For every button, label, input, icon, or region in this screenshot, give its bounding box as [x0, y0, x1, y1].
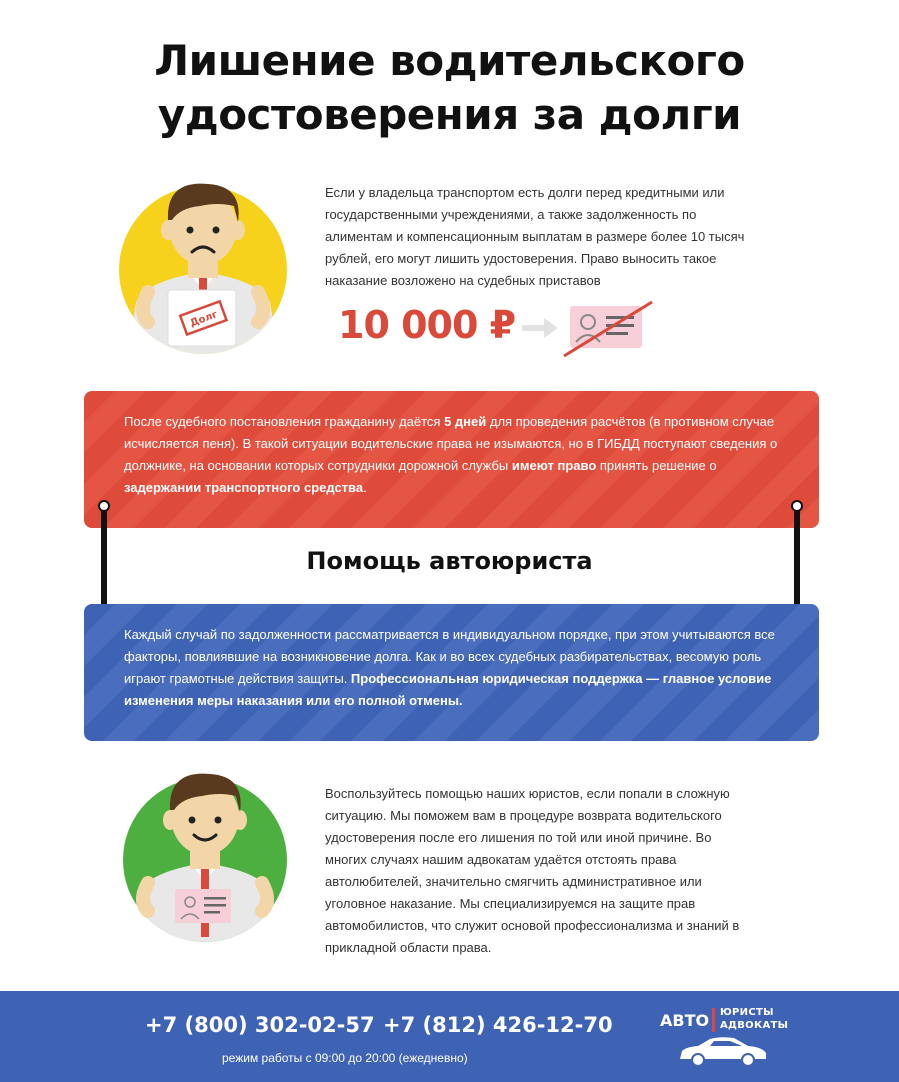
phone-link-1[interactable]: +7 (800) 302-02-57 [145, 1013, 375, 1037]
footer [0, 991, 899, 1082]
connector-dot [791, 500, 803, 512]
outro-text: Воспользуйтесь помощью наших юристов, если попали в сложную ситуацию. Мы поможем вам в процедуре возврата водительского удостоверения после его лишения по той или иной причине. Во многих случаях нашим адвокатам удаётся отстоять права автолюбителей, значительно смягчить административное или уголовное наказание. Мы специализируемся на защите прав автомобилистов, что служит основой профессионализма и знаний в прикладной области права. [325, 786, 740, 955]
red-bold-1: 5 дней [444, 414, 487, 429]
red-text-2: для проведения расчётов (в противном случае исчисляется пеня). В такой ситуации водительские права не изымаются, но в ГИБДД поступают сведения о должнике, на основании которых сотрудники дорожной службы [124, 414, 778, 473]
logo-divider [712, 1008, 715, 1032]
blue-info-box [84, 604, 819, 741]
red-text-1: После судебного постановления гражданину даётся [124, 414, 445, 429]
red-text-3: принять решение о [596, 458, 717, 473]
title-line-1: Лишение водительского [154, 36, 745, 85]
debt-sign-label: Долг [188, 309, 220, 330]
happy-man-illustration [110, 765, 300, 955]
section-title: Помощь автоюриста [306, 547, 593, 575]
page-title [0, 34, 899, 142]
intro-text: Если у владельца транспортом есть долги перед кредитными или государственными учреждениями, а также задолженность по алиментам и компенсационным выплатам в размере более 10 тысяч рублей, его могут лишить удостоверения. Право выносить такое наказание возложено на судебных приставов [325, 185, 745, 288]
logo-line-2: АДВОКАТЫ [720, 1020, 789, 1031]
red-text-4: . [363, 480, 367, 495]
logo-line-1: ЮРИСТЫ [720, 1007, 774, 1018]
red-bold-2: имеют право [511, 458, 597, 473]
arrow-right-icon [522, 318, 558, 338]
license-card-icon [562, 300, 654, 360]
title-line-2: удостоверения за долги [157, 90, 742, 139]
fine-amount: 10 000 ₽ [338, 303, 516, 347]
car-icon [676, 1035, 770, 1069]
blue-bold-1: Профессиональная юридическая поддержка — главное условие изменения меры наказания или его полной отмены. [124, 671, 772, 708]
red-info-box [84, 391, 819, 528]
red-bold-3: задержании транспортного средства [124, 480, 364, 495]
blue-text-1: Каждый случай по задолженности рассматривается в индивидуальном порядке, при этом учитываются все факторы, повлиявшие на возникновение долга. Как и во всех судебных разбирательствах, весомую роль играют грамотные действия защиты. [124, 627, 775, 686]
connector-dot [98, 500, 110, 512]
logo-main-text: АВТО [660, 1011, 710, 1030]
working-hours: режим работы с 09:00 до 20:00 (ежедневно) [222, 1051, 468, 1065]
blue-box-text [124, 624, 784, 712]
phone-link-2[interactable]: +7 (812) 426-12-70 [383, 1013, 613, 1037]
red-box-text [124, 411, 784, 499]
sad-man-illustration [108, 172, 298, 362]
